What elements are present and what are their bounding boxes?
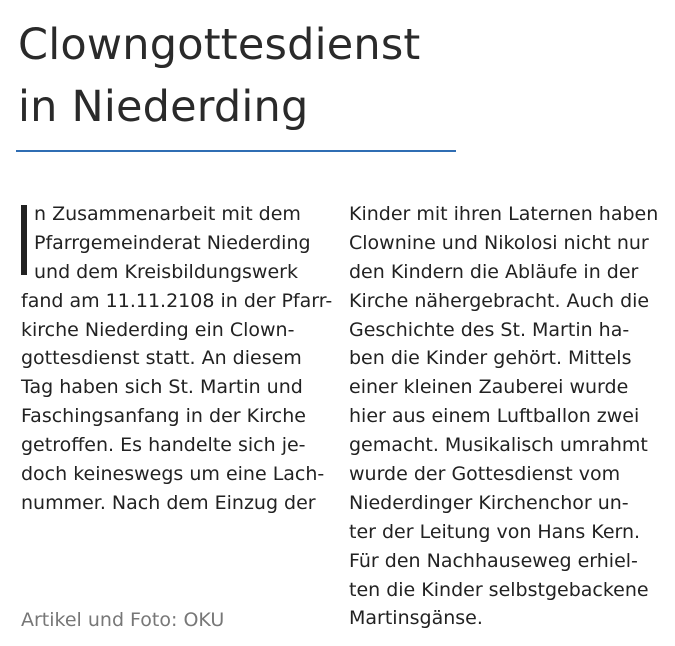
article-title [18, 14, 421, 138]
text-line: ter der Leitung von Hans Kern. [349, 520, 641, 543]
text-line: Kinder mit ihren Laternen haben [349, 203, 659, 225]
text-line: Clownine und Nikolosi nicht nur [349, 231, 649, 254]
text-line: Für den Nachhauseweg erhiel- [349, 549, 638, 572]
text-line: und dem Kreisbildungswerk [34, 260, 298, 283]
title-line: Clowngottesdienst [18, 20, 421, 70]
text-line: Faschingsanfang in der Kirche [21, 405, 306, 428]
photo-credit: Artikel und Foto: OKU [21, 609, 225, 631]
title-line: in Niederding [18, 82, 309, 132]
text-line: kirche Niederding ein Clown- [21, 318, 295, 341]
text-line: einer kleinen Zauberei wurde [349, 376, 629, 399]
text-line: wurde der Gottesdienst vom [349, 463, 621, 486]
text-line: nummer. Nach dem Einzug der [21, 491, 316, 514]
text-line: gottesdienst statt. An diesem [21, 347, 302, 370]
text-line: getroffen. Es handelte sich je- [21, 434, 306, 457]
text-line: gemacht. Musikalisch umrahmt [349, 434, 648, 457]
text-line: Martinsgänse. [349, 607, 483, 630]
text-line: ben die Kinder gehört. Mittels [349, 347, 632, 370]
dropcap-initial [21, 205, 27, 275]
text-line: Niederdinger Kirchenchor un- [349, 491, 629, 514]
text-line: n Zusammenarbeit mit dem [34, 203, 301, 225]
article-column-left [21, 200, 339, 518]
article-column-right [349, 200, 667, 633]
text-line: Pfarrgemeinderat Niederding [34, 231, 311, 254]
text-line: hier aus einem Luftballon zwei [349, 405, 640, 428]
text-line: den Kindern die Abläufe in der [349, 260, 639, 283]
text-line: ten die Kinder selbstgebackene [349, 578, 649, 601]
text-line: Geschichte des St. Martin ha- [349, 318, 630, 341]
title-divider [16, 150, 456, 152]
text-line: Tag haben sich St. Martin und [21, 376, 303, 399]
text-line: Kirche nähergebracht. Auch die [349, 289, 650, 312]
text-line: fand am 11.11.2108 in der Pfarr- [21, 289, 333, 312]
text-line: doch keineswegs um eine Lach- [21, 463, 325, 486]
